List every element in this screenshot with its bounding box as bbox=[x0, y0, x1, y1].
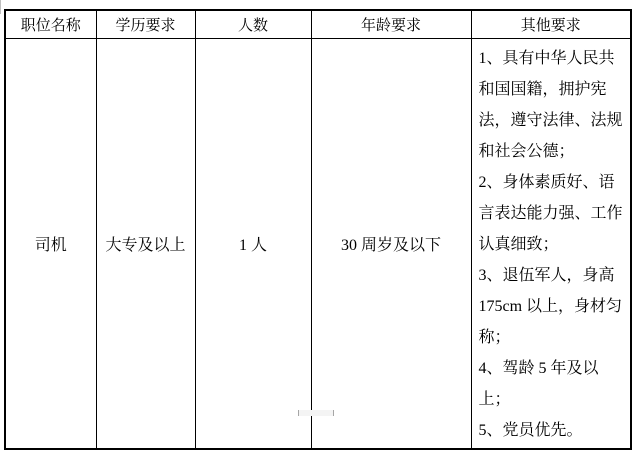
header-row bbox=[5, 10, 631, 39]
header-count: 人数 bbox=[195, 10, 311, 39]
scrollbar-fragment bbox=[298, 410, 334, 416]
header-education: 学历要求 bbox=[96, 10, 195, 39]
cell-count: 1 人 bbox=[195, 39, 311, 450]
table-row-driver bbox=[5, 39, 631, 450]
cell-other-requirements bbox=[471, 39, 631, 450]
cell-age: 30 周岁及以下 bbox=[311, 39, 471, 450]
cell-education: 大专及以上 bbox=[96, 39, 195, 450]
requirement-item-1: 1、具有中华人民共和国国籍，拥护宪法，遵守法律、法规和社会公德； bbox=[478, 50, 623, 160]
header-age: 年龄要求 bbox=[311, 10, 471, 39]
cell-position: 司机 bbox=[5, 39, 96, 450]
requirement-item-3: 3、退伍军人，身高175cm 以上，身材匀称； bbox=[478, 267, 623, 346]
page-edge-artifact bbox=[0, 0, 1, 14]
requirement-item-2: 2、身体素质好、语言表达能力强、工作认真细致； bbox=[478, 174, 623, 253]
requirement-item-4: 4、驾龄 5 年及以上； bbox=[478, 360, 599, 408]
header-other: 其他要求 bbox=[471, 10, 631, 39]
recruitment-table bbox=[4, 9, 632, 450]
header-position: 职位名称 bbox=[5, 10, 96, 39]
requirement-item-5: 5、党员优先。 bbox=[478, 422, 583, 439]
